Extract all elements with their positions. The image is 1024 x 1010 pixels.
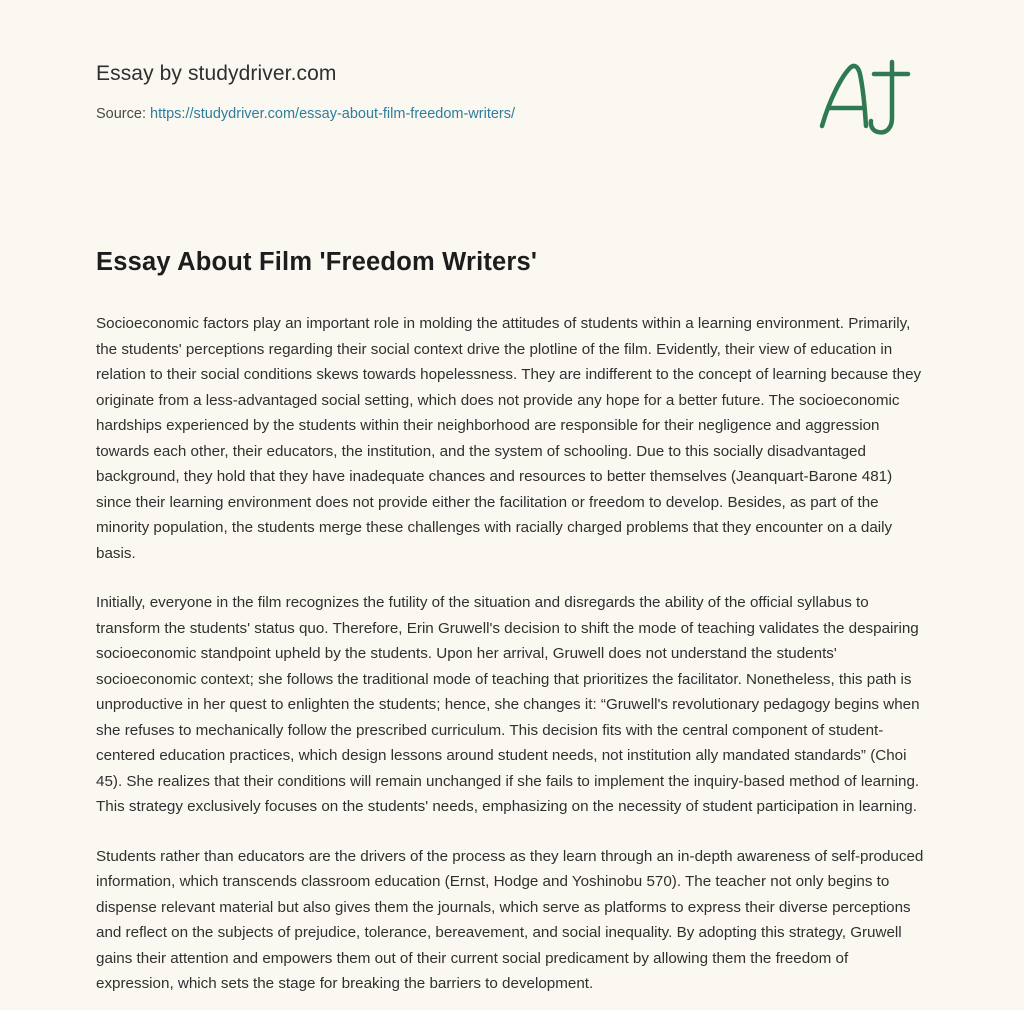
source-label: Source: bbox=[96, 106, 150, 122]
paragraph: Socioeconomic factors play an important role in molding the attitudes of students within a learning environment. Primarily, the students' perceptions regarding their social context drive the plotline of the film. Evidently, their view of education in relation to their social conditions skews towards hopelessness. They are indifferent to the concept of learning because they originate from a less-advantaged social setting, which does not provide any hope for a better future. The socioeconomic hardships experienced by the students within their neighborhood are responsible for their negligence and aggression towards each other, their educators, the institution, and the system of schooling. Due to this socially disadvantaged background, they hold that they have inadequate chances and resources to better themselves (Jeanquart-Barone 481) since their learning environment does not provide either the facilitation or freedom to develop. Besides, as part of the minority population, the students merge these challenges with racially charged problems that they encounter on a daily basis. bbox=[96, 315, 922, 562]
paragraph: Initially, everyone in the film recognizes the futility of the situation and disregards the ability of the official syllabus to transform the students' status quo. Therefore, Erin Gruwell's decision to shift the mode of teaching validates the despairing socioeconomic standpoint upheld by the students. Upon her arrival, Gruwell does not understand the students' socioeconomic context; she follows the traditional mode of teaching that prioritizes the facilitator. Nonetheless, this path is unproductive in her quest to enlighten the students; hence, she changes it: “Gruwell's revolutionary pedagogy begins when she refuses to mechanically follow the prescribed curriculum. This decision fits with the central component of student-centered education practices, which design lessons around student needs, not institution ally mandated standards” (Choi 45). She realizes that their conditions will remain unchanged if she fails to implement the inquiry-based method of learning. This strategy exclusively focuses on the students' needs, emphasizing on the necessity of student participation in learning. bbox=[96, 594, 920, 815]
studydriver-monogram-icon bbox=[808, 52, 928, 148]
paragraph: Students rather than educators are the drivers of the process as they learn through an in-depth awareness of self-produced information, which transcends classroom education (Ernst, Hodge and Yoshinobu 570). The teacher not only begins to dispense relevant material but also gives them the journals, which serve as platforms to express their diverse perceptions and reflect on the subjects of prejudice, tolerance, bereavement, and social inequality. By adopting this strategy, Gruwell gains their attention and empowers them out of their current social predicament by allowing them the freedom of expression, which sets the stage for breaking the barriers to development. bbox=[96, 847, 924, 992]
byline-prefix: Essay by bbox=[96, 62, 188, 85]
brand-name: studydriver.com bbox=[187, 62, 337, 85]
source-link[interactable]: https://studydriver.com/essay-about-film-freedom-writers/ bbox=[150, 106, 516, 122]
document-header bbox=[0, 0, 1024, 122]
article-body bbox=[96, 311, 928, 997]
page-title: Essay About Film 'Freedom Writers' bbox=[96, 248, 538, 276]
